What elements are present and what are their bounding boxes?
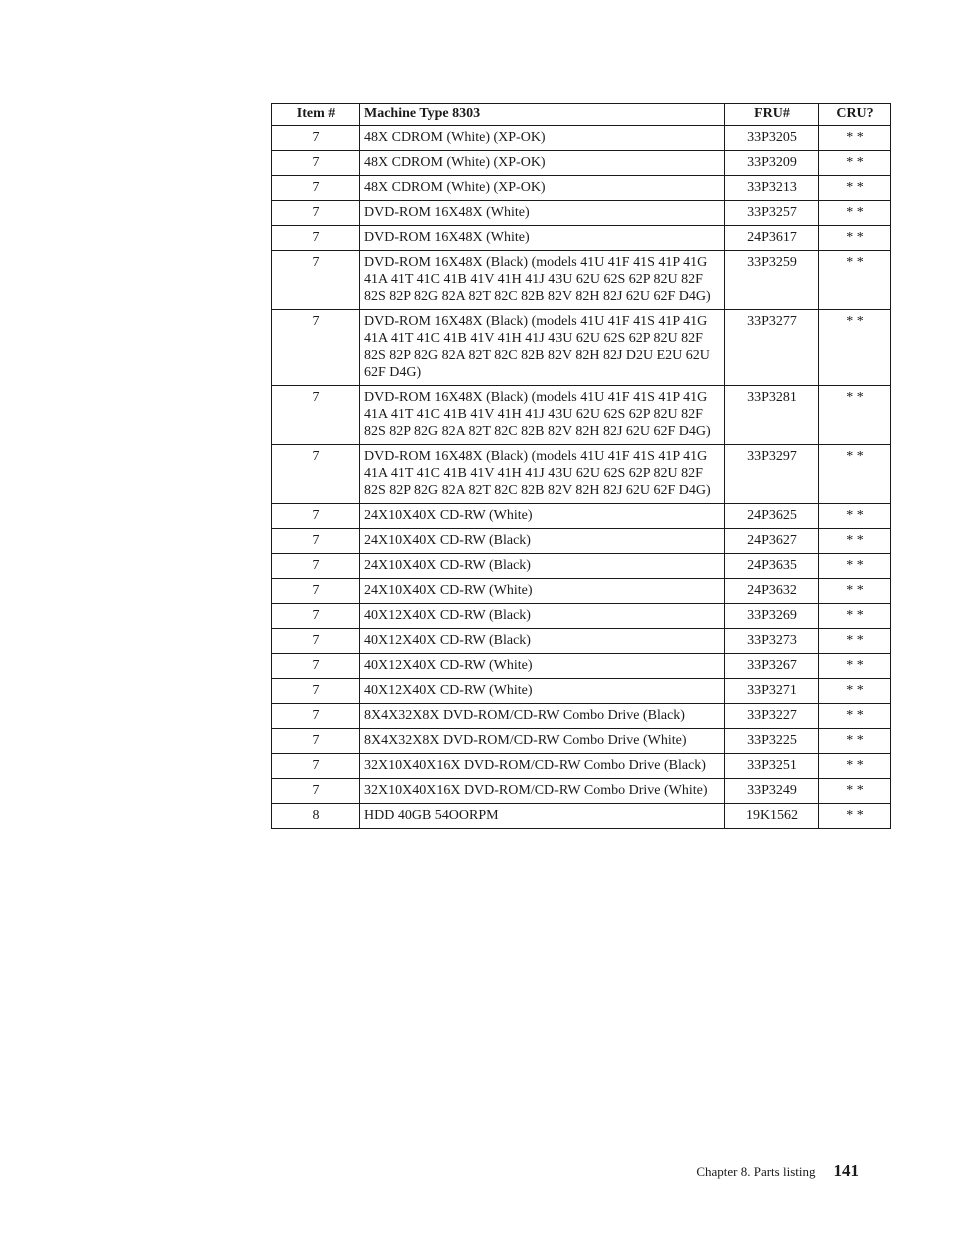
cell-description: 24X10X40X CD-RW (Black) bbox=[360, 529, 725, 554]
table-row bbox=[272, 804, 891, 829]
cell-item: 7 bbox=[272, 679, 360, 704]
cell-fru: 33P3277 bbox=[725, 310, 819, 386]
table-row bbox=[272, 779, 891, 804]
table-row bbox=[272, 754, 891, 779]
cell-item: 7 bbox=[272, 604, 360, 629]
cell-description: DVD-ROM 16X48X (White) bbox=[360, 226, 725, 251]
table-row bbox=[272, 654, 891, 679]
cell-description: 40X12X40X CD-RW (Black) bbox=[360, 629, 725, 654]
table-row bbox=[272, 504, 891, 529]
cell-fru: 33P3259 bbox=[725, 251, 819, 310]
table-row bbox=[272, 604, 891, 629]
table-row bbox=[272, 704, 891, 729]
cell-description: 48X CDROM (White) (XP-OK) bbox=[360, 151, 725, 176]
cell-item: 7 bbox=[272, 554, 360, 579]
cell-cru: * * bbox=[819, 754, 891, 779]
cell-description: 8X4X32X8X DVD-ROM/CD-RW Combo Drive (White) bbox=[360, 729, 725, 754]
cell-fru: 19K1562 bbox=[725, 804, 819, 829]
cell-description: 40X12X40X CD-RW (White) bbox=[360, 679, 725, 704]
parts-table bbox=[271, 103, 891, 829]
cell-cru: * * bbox=[819, 804, 891, 829]
cell-cru: * * bbox=[819, 386, 891, 445]
cell-fru: 24P3635 bbox=[725, 554, 819, 579]
cell-description: 24X10X40X CD-RW (Black) bbox=[360, 554, 725, 579]
cell-item: 7 bbox=[272, 579, 360, 604]
cell-item: 7 bbox=[272, 504, 360, 529]
page-number: 141 bbox=[833, 1161, 859, 1180]
cell-cru: * * bbox=[819, 679, 891, 704]
cell-fru: 33P3213 bbox=[725, 176, 819, 201]
cell-cru: * * bbox=[819, 629, 891, 654]
cell-item: 7 bbox=[272, 779, 360, 804]
cell-fru: 33P3249 bbox=[725, 779, 819, 804]
cell-item: 7 bbox=[272, 176, 360, 201]
header-machine-type: Machine Type 8303 bbox=[360, 104, 725, 126]
cell-cru: * * bbox=[819, 151, 891, 176]
cell-cru: * * bbox=[819, 201, 891, 226]
cell-description: DVD-ROM 16X48X (Black) (models 41U 41F 41S 41P 41G 41A 41T 41C 41B 41V 41H 41J 43U 62U 62S 62P 82U 82F 82S 82P 82G 82A 82T 82C 82B 82V 82H 82J D2U E2U 62U 62F D4G) bbox=[360, 310, 725, 386]
cell-fru: 33P3271 bbox=[725, 679, 819, 704]
cell-item: 7 bbox=[272, 251, 360, 310]
cell-cru: * * bbox=[819, 604, 891, 629]
table-row bbox=[272, 445, 891, 504]
cell-fru: 33P3267 bbox=[725, 654, 819, 679]
table-row bbox=[272, 310, 891, 386]
cell-description: 32X10X40X16X DVD-ROM/CD-RW Combo Drive (Black) bbox=[360, 754, 725, 779]
cell-description: DVD-ROM 16X48X (White) bbox=[360, 201, 725, 226]
table-row bbox=[272, 176, 891, 201]
cell-item: 7 bbox=[272, 629, 360, 654]
cell-item: 7 bbox=[272, 226, 360, 251]
cell-item: 7 bbox=[272, 729, 360, 754]
table-row bbox=[272, 729, 891, 754]
cell-cru: * * bbox=[819, 704, 891, 729]
table-row bbox=[272, 679, 891, 704]
cell-cru: * * bbox=[819, 779, 891, 804]
cell-cru: * * bbox=[819, 579, 891, 604]
table-row bbox=[272, 386, 891, 445]
table-row bbox=[272, 529, 891, 554]
cell-cru: * * bbox=[819, 554, 891, 579]
page-footer bbox=[696, 1161, 859, 1181]
cell-cru: * * bbox=[819, 176, 891, 201]
cell-cru: * * bbox=[819, 445, 891, 504]
cell-fru: 33P3269 bbox=[725, 604, 819, 629]
cell-cru: * * bbox=[819, 126, 891, 151]
table-row bbox=[272, 126, 891, 151]
cell-fru: 24P3617 bbox=[725, 226, 819, 251]
header-cru: CRU? bbox=[819, 104, 891, 126]
cell-item: 7 bbox=[272, 654, 360, 679]
table-row bbox=[272, 554, 891, 579]
cell-item: 7 bbox=[272, 386, 360, 445]
cell-fru: 33P3297 bbox=[725, 445, 819, 504]
cell-item: 7 bbox=[272, 310, 360, 386]
cell-fru: 24P3627 bbox=[725, 529, 819, 554]
cell-fru: 33P3225 bbox=[725, 729, 819, 754]
cell-item: 7 bbox=[272, 704, 360, 729]
cell-fru: 33P3281 bbox=[725, 386, 819, 445]
cell-description: 40X12X40X CD-RW (White) bbox=[360, 654, 725, 679]
cell-description: HDD 40GB 54OORPM bbox=[360, 804, 725, 829]
cell-item: 7 bbox=[272, 201, 360, 226]
cell-description: DVD-ROM 16X48X (Black) (models 41U 41F 41S 41P 41G 41A 41T 41C 41B 41V 41H 41J 43U 62U 62S 62P 82U 82F 82S 82P 82G 82A 82T 82C 82B 82V 82H 82J 62U 62F D4G) bbox=[360, 386, 725, 445]
cell-description: 8X4X32X8X DVD-ROM/CD-RW Combo Drive (Black) bbox=[360, 704, 725, 729]
cell-description: 32X10X40X16X DVD-ROM/CD-RW Combo Drive (White) bbox=[360, 779, 725, 804]
cell-fru: 33P3205 bbox=[725, 126, 819, 151]
cell-cru: * * bbox=[819, 310, 891, 386]
cell-cru: * * bbox=[819, 529, 891, 554]
header-row bbox=[272, 104, 891, 126]
cell-description: DVD-ROM 16X48X (Black) (models 41U 41F 41S 41P 41G 41A 41T 41C 41B 41V 41H 41J 43U 62U 62S 62P 82U 82F 82S 82P 82G 82A 82T 82C 82B 82V 82H 82J 62U 62F D4G) bbox=[360, 445, 725, 504]
cell-description: 24X10X40X CD-RW (White) bbox=[360, 504, 725, 529]
table-row bbox=[272, 226, 891, 251]
cell-item: 8 bbox=[272, 804, 360, 829]
cell-cru: * * bbox=[819, 729, 891, 754]
cell-description: 40X12X40X CD-RW (Black) bbox=[360, 604, 725, 629]
cell-description: DVD-ROM 16X48X (Black) (models 41U 41F 41S 41P 41G 41A 41T 41C 41B 41V 41H 41J 43U 62U 62S 62P 82U 82F 82S 82P 82G 82A 82T 82C 82B 82V 82H 82J 62U 62F D4G) bbox=[360, 251, 725, 310]
cell-description: 48X CDROM (White) (XP-OK) bbox=[360, 126, 725, 151]
cell-cru: * * bbox=[819, 251, 891, 310]
cell-item: 7 bbox=[272, 445, 360, 504]
cell-cru: * * bbox=[819, 504, 891, 529]
cell-cru: * * bbox=[819, 654, 891, 679]
cell-cru: * * bbox=[819, 226, 891, 251]
header-fru: FRU# bbox=[725, 104, 819, 126]
chapter-title: Chapter 8. Parts listing bbox=[696, 1164, 816, 1179]
cell-fru: 33P3273 bbox=[725, 629, 819, 654]
cell-item: 7 bbox=[272, 126, 360, 151]
table-row bbox=[272, 629, 891, 654]
cell-fru: 33P3257 bbox=[725, 201, 819, 226]
parts-table-body bbox=[272, 126, 891, 829]
cell-fru: 24P3625 bbox=[725, 504, 819, 529]
cell-description: 24X10X40X CD-RW (White) bbox=[360, 579, 725, 604]
cell-fru: 33P3251 bbox=[725, 754, 819, 779]
cell-fru: 33P3209 bbox=[725, 151, 819, 176]
table-row bbox=[272, 579, 891, 604]
cell-item: 7 bbox=[272, 529, 360, 554]
cell-description: 48X CDROM (White) (XP-OK) bbox=[360, 176, 725, 201]
cell-item: 7 bbox=[272, 754, 360, 779]
cell-fru: 24P3632 bbox=[725, 579, 819, 604]
cell-fru: 33P3227 bbox=[725, 704, 819, 729]
parts-table-header bbox=[272, 104, 891, 126]
header-item: Item # bbox=[272, 104, 360, 126]
table-row bbox=[272, 251, 891, 310]
cell-item: 7 bbox=[272, 151, 360, 176]
table-row bbox=[272, 151, 891, 176]
table-row bbox=[272, 201, 891, 226]
